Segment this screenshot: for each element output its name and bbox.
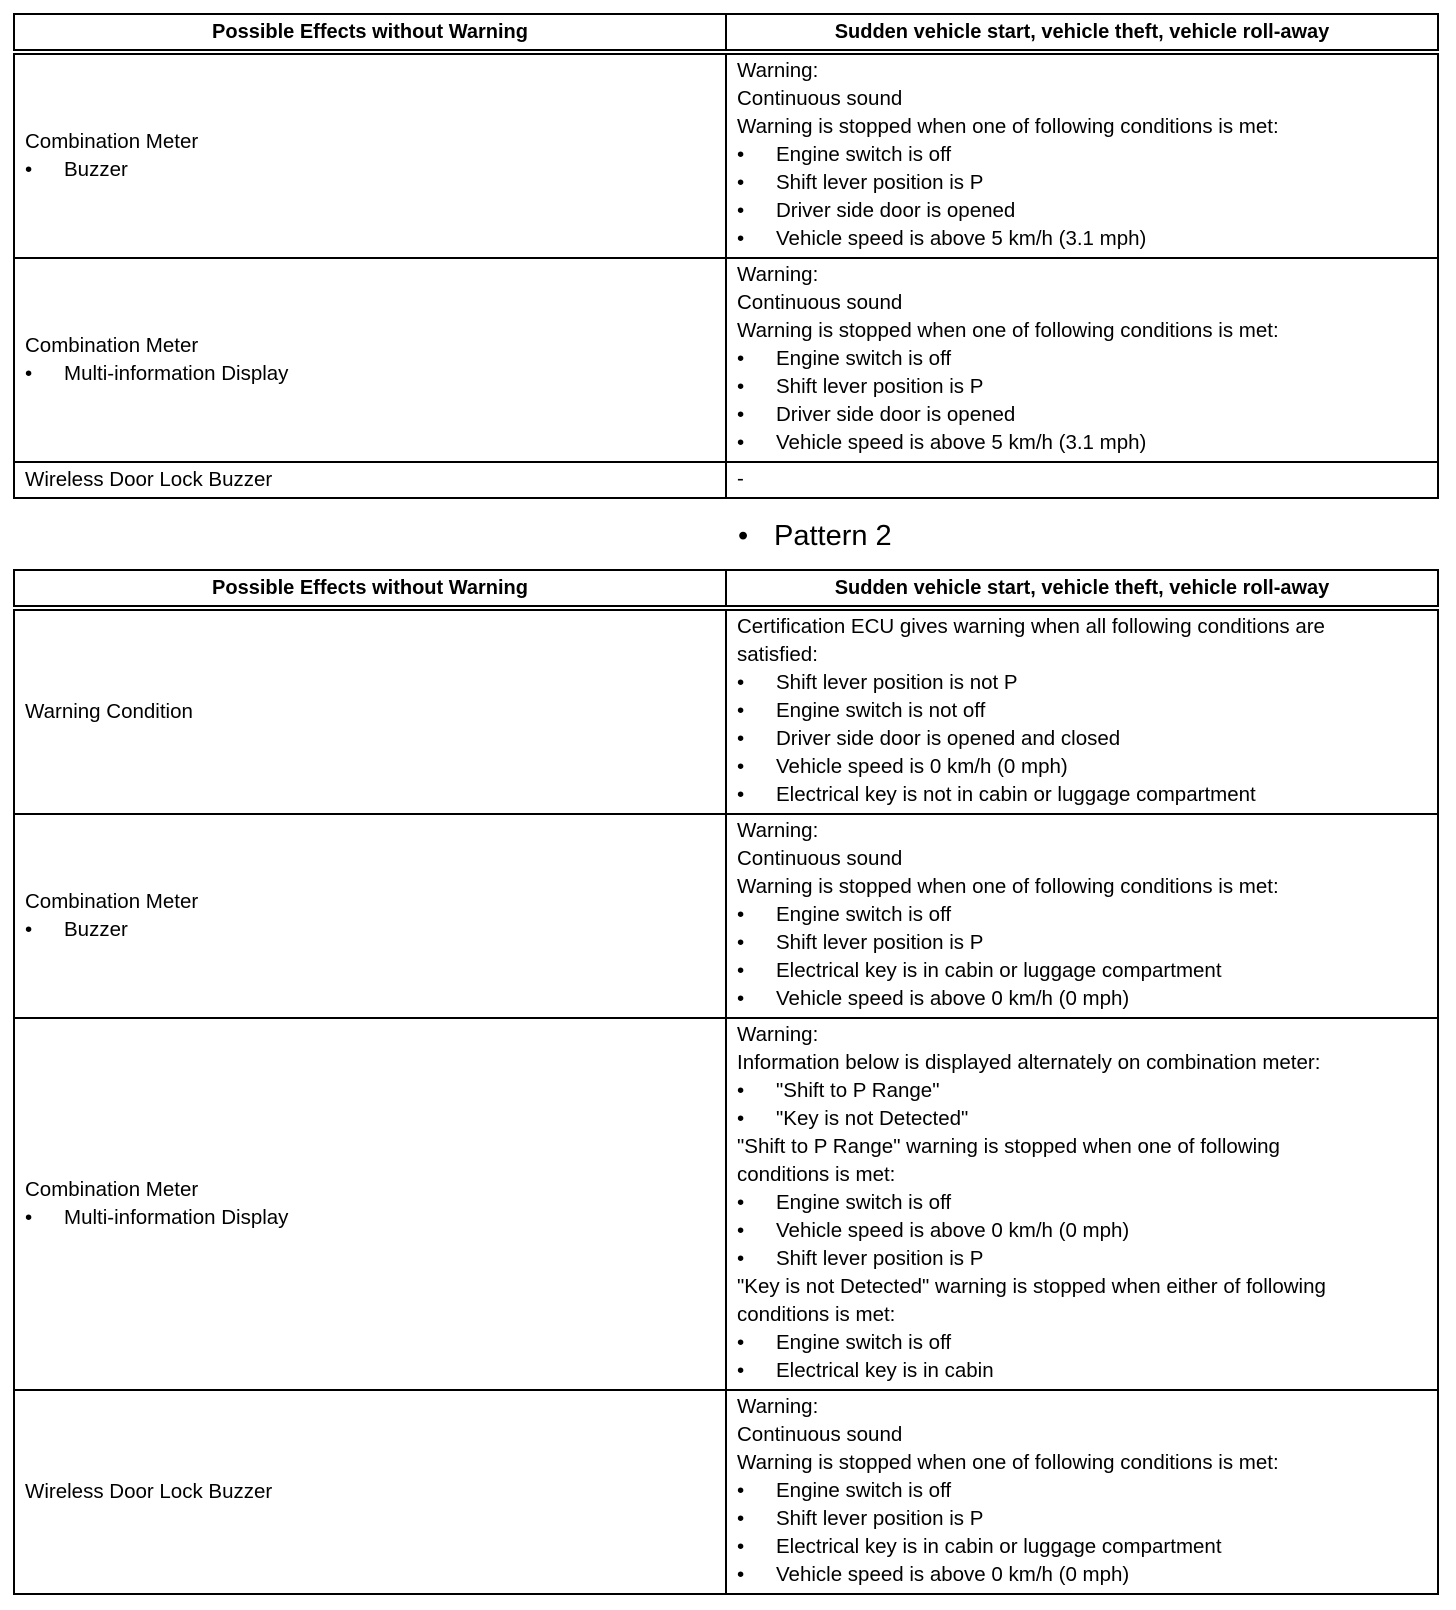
bullet: • [737,1563,745,1586]
text-line: Combination Meter [25,130,199,153]
bullet-text: Engine switch is off [776,347,952,370]
text-line: Warning Condition [25,700,193,723]
bullet-text: Vehicle speed is 0 km/h (0 mph) [776,755,1068,778]
bullet-item [737,929,1427,957]
bullet-text: Engine switch is off [776,903,952,926]
bullet: • [737,431,745,454]
bullet-item [25,156,715,184]
table-row [14,1018,1438,1390]
pattern-label: Pattern 2 [774,520,892,552]
warning-cell [726,462,1438,498]
text-line: Warning is stopped when one of following conditions is met: [737,115,1279,138]
text-line: Combination Meter [25,334,199,357]
bullet: • [737,403,745,426]
bullet-text: Shift lever position is P [776,931,984,954]
text-line: Warning: [737,59,819,82]
bullet: • [737,171,745,194]
bullet-text: Vehicle speed is above 0 km/h (0 mph) [776,1563,1130,1586]
header-row [14,570,1438,608]
warning-cell [726,52,1438,258]
bullet: • [25,158,33,181]
bullet-item [737,1477,1427,1505]
text-line: conditions is met: [737,1303,896,1326]
column-header: Possible Effects without Warning [14,14,726,52]
bullet: • [25,1206,33,1229]
text-line: - [737,467,744,490]
text-line: "Key is not Detected" warning is stopped when either of following [737,1275,1326,1298]
bullet-item [25,1204,715,1232]
text-line: Warning is stopped when one of following conditions is met: [737,319,1279,342]
bullet: • [737,1507,745,1530]
bullet-item [737,753,1427,781]
bullet: • [737,1331,745,1354]
bullet-text: "Key is not Detected" [776,1107,969,1130]
bullet-item [737,345,1427,373]
bullet-item [737,373,1427,401]
bullet-item [737,1189,1427,1217]
bullet-item [737,1561,1427,1589]
table-row [14,608,1438,814]
bullet-text: Buzzer [64,918,128,941]
text-line: Warning: [737,263,819,286]
header-row [14,14,1438,52]
text-line: Continuous sound [737,1423,903,1446]
bullet-text: "Shift to P Range" [776,1079,940,1102]
bullet-text: Shift lever position is P [776,1507,984,1530]
table-row [14,52,1438,258]
bullet-item [737,141,1427,169]
bullet-item [737,1357,1427,1385]
pattern-2-table [13,569,1439,1595]
text-line: Warning: [737,819,819,842]
bullet-item [737,1077,1427,1105]
column-header: Possible Effects without Warning [14,570,726,608]
bullet-item [737,985,1427,1013]
bullet-text: Driver side door is opened [776,199,1016,222]
bullet: • [737,143,745,166]
text-line: Warning: [737,1395,819,1418]
bullet-item [25,360,715,388]
bullet: • [737,931,745,954]
bullet-item [737,1245,1427,1273]
bullet-item [737,1329,1427,1357]
table-row [14,258,1438,462]
warning-cell [726,1390,1438,1594]
table-row [14,462,1438,498]
text-line: satisfied: [737,643,818,666]
bullet-item [737,725,1427,753]
bullet-item [737,1505,1427,1533]
pattern-1-table [13,13,1439,499]
bullet: • [25,918,33,941]
effect-cell [14,1390,726,1594]
text-line: Warning is stopped when one of following conditions is met: [737,875,1279,898]
text-line: Continuous sound [737,847,903,870]
bullet-text: Electrical key is not in cabin or luggage compartment [776,783,1256,806]
bullet-item [737,901,1427,929]
bullet-text: Electrical key is in cabin [776,1359,994,1382]
effect-cell [14,52,726,258]
text-line: Wireless Door Lock Buzzer [25,468,273,491]
bullet-text: Vehicle speed is above 5 km/h (3.1 mph) [776,227,1147,250]
column-header: Sudden vehicle start, vehicle theft, vehicle roll-away [726,14,1438,52]
warning-cell [726,814,1438,1018]
bullet: • [737,1079,745,1102]
bullet-item [737,169,1427,197]
bullet-item [737,1105,1427,1133]
bullet-item [737,429,1427,457]
bullet-text: Shift lever position is P [776,1247,984,1270]
bullet: • [737,727,745,750]
bullet-text: Vehicle speed is above 0 km/h (0 mph) [776,1219,1130,1242]
bullet: • [737,903,745,926]
bullet: • [737,1107,745,1130]
bullet: • [737,199,745,222]
bullet-item [737,1533,1427,1561]
bullet: • [737,959,745,982]
bullet-text: Electrical key is in cabin or luggage compartment [776,959,1222,982]
bullet-text: Buzzer [64,158,128,181]
bullet-text: Driver side door is opened [776,403,1016,426]
bullet: • [737,1219,745,1242]
text-line: conditions is met: [737,1163,896,1186]
effect-cell [14,258,726,462]
bullet-text: Multi-information Display [64,362,289,385]
bullet: • [737,347,745,370]
bullet-item [737,781,1427,809]
bullet: • [738,520,749,552]
effect-cell [14,814,726,1018]
bullet-text: Engine switch is off [776,1479,952,1502]
bullet: • [737,671,745,694]
text-line: Wireless Door Lock Buzzer [25,1480,273,1503]
bullet-text: Vehicle speed is above 0 km/h (0 mph) [776,987,1130,1010]
bullet: • [737,1191,745,1214]
bullet-item [737,225,1427,253]
bullet: • [737,1535,745,1558]
bullet-item [737,957,1427,985]
warning-cell [726,1018,1438,1390]
text-line: Continuous sound [737,291,903,314]
warning-cell [726,258,1438,462]
text-line: Warning is stopped when one of following conditions is met: [737,1451,1279,1474]
bullet: • [25,362,33,385]
bullet-text: Engine switch is not off [776,699,986,722]
effect-cell [14,1018,726,1390]
bullet-item [737,401,1427,429]
bullet-text: Vehicle speed is above 5 km/h (3.1 mph) [776,431,1147,454]
text-line: Combination Meter [25,890,199,913]
text-line: Combination Meter [25,1178,199,1201]
bullet-text: Multi-information Display [64,1206,289,1229]
bullet-item [737,697,1427,725]
table-row [14,1390,1438,1594]
text-line: Continuous sound [737,87,903,110]
text-line: Information below is displayed alternately on combination meter: [737,1051,1321,1074]
text-line: "Shift to P Range" warning is stopped when one of following [737,1135,1280,1158]
bullet: • [737,227,745,250]
bullet-text: Engine switch is off [776,143,952,166]
effect-cell [14,608,726,814]
bullet: • [737,1479,745,1502]
bullet-text: Engine switch is off [776,1191,952,1214]
bullet-text: Engine switch is off [776,1331,952,1354]
text-line: Warning: [737,1023,819,1046]
bullet: • [737,987,745,1010]
bullet: • [737,375,745,398]
column-header: Sudden vehicle start, vehicle theft, vehicle roll-away [726,570,1438,608]
bullet-text: Electrical key is in cabin or luggage compartment [776,1535,1222,1558]
text-line: Certification ECU gives warning when all following conditions are [737,615,1325,638]
table-row [14,814,1438,1018]
bullet-item [737,197,1427,225]
bullet-item [737,1217,1427,1245]
bullet-text: Shift lever position is P [776,171,984,194]
effect-cell [14,462,726,498]
bullet-item [25,916,715,944]
bullet: • [737,755,745,778]
bullet: • [737,783,745,806]
bullet-text: Driver side door is opened and closed [776,727,1121,750]
bullet: • [737,1247,745,1270]
bullet-text: Shift lever position is not P [776,671,1018,694]
bullet-item [737,669,1427,697]
bullet: • [737,699,745,722]
bullet-text: Shift lever position is P [776,375,984,398]
warning-cell [726,608,1438,814]
bullet: • [737,1359,745,1382]
pattern-2-heading [738,520,892,553]
